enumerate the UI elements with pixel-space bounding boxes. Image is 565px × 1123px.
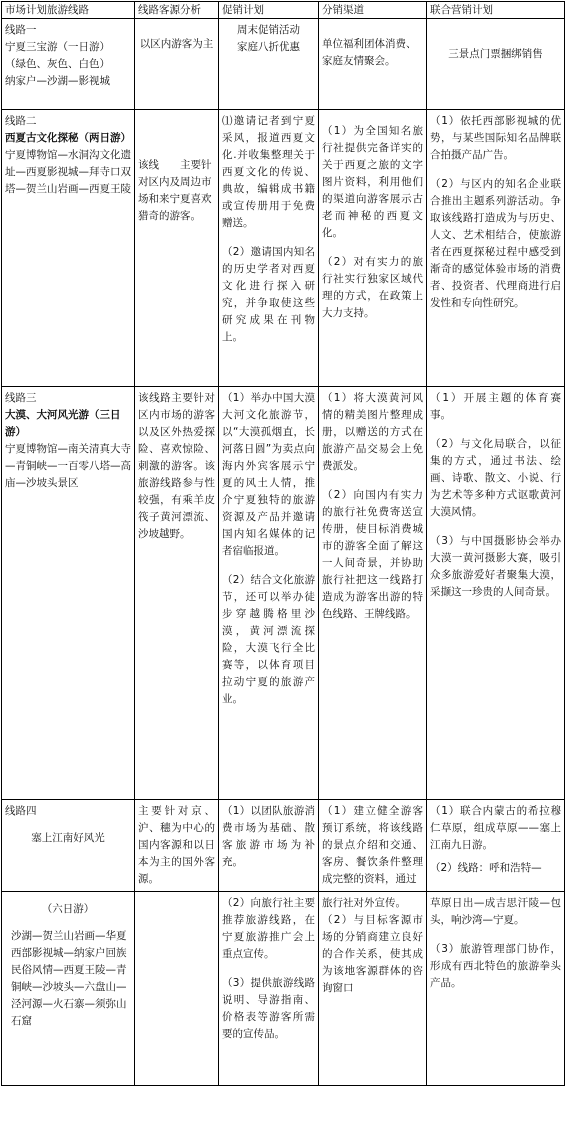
table-row: [2, 19, 565, 110]
table-row: [2, 800, 565, 892]
route-path: 宁夏博物馆—南关清真大寺—青铜峡—一百零八塔—高庙—沙坡头景区: [5, 443, 131, 489]
joint-cell: [427, 19, 565, 110]
promo-cell: [219, 110, 319, 387]
source-text: 该线 主要针对区内及周边市场和来宁夏喜欢猎奇的游客。: [138, 159, 212, 222]
channel-paragraph: （2）对有实力的旅行社实行独家区域代理的方式，在政策上大力支持。: [322, 256, 423, 319]
channel-cell: [319, 387, 427, 800]
route-title: 大漠、大河风光游（三日游）: [5, 409, 121, 438]
channel-cell: [319, 19, 427, 110]
promo-paragraph: （2）向旅行社主要推荐旅游线路，在宁夏旅游推广会上重点宣传。: [222, 897, 315, 960]
promo-paragraph: （3）提供旅游线路说明、导游指南、价格表等游客所需要的宣传品。: [222, 977, 315, 1040]
channel-paragraph: （2）向国内有实力的旅行社免费寄送宣传册，使目标消费城市的游客全面了解这一人间奇景，并协助旅行社把这一线路打造成为游客出游的特色线路、王牌线路。: [322, 489, 423, 620]
channel-paragraph: （1）将大漠黄河风情的精美图片整理成册，以赠送的方式在旅游产品交易会上免费派发。: [322, 392, 423, 472]
route-cell: [2, 387, 135, 800]
promo-line: 家庭八折优惠: [237, 41, 300, 53]
joint-cell: [427, 800, 565, 892]
route-name: 线路三: [5, 392, 37, 404]
promo-line: 周末促销活动: [237, 24, 300, 36]
joint-paragraph: （2）与文化局联合，以征集的方式，通过书法、绘画、诗歌、散文、小说、行为艺术等多种方式讴歌黄河大漠风情。: [430, 438, 561, 518]
joint-paragraph: （1）联合内蒙古的希拉穆仁草原，组成草原——塞上江南九日游。: [430, 805, 561, 851]
route-path: 纳家户—沙湖—影视城: [5, 75, 110, 87]
promo-paragraph: ⑴邀请记者到宁夏采风，报道西夏文化.并收集整理关于西夏文化的传说、典故，编辑成书籍或宣传册用于免费赠送。: [222, 115, 315, 229]
route-cell: [2, 800, 135, 892]
joint-cell: [427, 110, 565, 387]
route-path: 宁夏博物馆—水洞沟文化遗址—西夏影视城—拜寺口双塔—贺兰山岩画—西夏王陵: [5, 149, 131, 195]
channel-text: 单位福利团体消费、家庭友情聚会。: [322, 38, 417, 67]
promo-paragraph: （2）邀请国内知名的历史学者对西夏文化进行探入研究，并争取使这些研究成果在刊物上。: [222, 246, 315, 343]
route-cell: [2, 110, 135, 387]
promo-paragraph: （1）举办中国大漠大河文化旅游节，以“大漠孤烟直，长河落日圆”为卖点向海内外宾客展示宁夏的风土人情，推介宁夏独特的旅游资源及产品并邀请国内知名媒体的记者宿临报道。: [222, 392, 315, 557]
promo-cell: [219, 800, 319, 892]
route-name: 线路四: [5, 805, 37, 817]
table-row: [2, 387, 565, 800]
route-title: 塞上江南好风光: [31, 832, 105, 844]
route-cell: [2, 892, 135, 1086]
route-title: 宁夏三宝游（一日游）: [5, 41, 110, 53]
source-text: 该线路主要针对区内市场的游客以及区外热爱探险、喜欢惊险、刺激的游客。该旅游线路参与性较强，有乘羊皮筏子黄河漂流、沙坡越野。: [138, 392, 215, 540]
marketing-plan-table: [1, 1, 565, 1086]
table-row: [2, 110, 565, 387]
route-name: 线路二: [5, 115, 37, 127]
header-route: 市场计划旅游线路: [2, 2, 135, 19]
header-channel: 分销渠道: [319, 2, 427, 19]
route-name: 线路一: [5, 24, 37, 36]
channel-text: （1）建立健全游客预订系统，将该线路的景点介绍和交通、客房、餐饮条件整理成完整的资料，通过: [322, 805, 423, 885]
joint-paragraph: 草原日出—成吉思汗陵—包头，响沙湾—宁夏。: [430, 897, 561, 926]
joint-text: 三景点门票捆绑销售: [448, 48, 543, 60]
promo-cell: [219, 19, 319, 110]
promo-cell: [219, 892, 319, 1086]
source-text: 主要针对京、沪、穗为中心的国内客源和以日本为主的国外客源。: [138, 805, 215, 885]
joint-cell: [427, 892, 565, 1086]
promo-paragraph: （2）结合文化旅游节，还可以举办徒步穿越腾格里沙漠，黄河漂流探险，大漠飞行全比赛等，以体育项目拉动宁夏的旅游产业。: [222, 574, 315, 705]
source-cell: [135, 19, 219, 110]
joint-paragraph: （2）线路：呼和浩特—: [430, 862, 542, 874]
channel-cell: [319, 110, 427, 387]
joint-paragraph: （1）开展主题的体育赛事。: [430, 392, 561, 421]
route-title: （六日游）: [41, 903, 95, 915]
route-detail: （绿色、灰色、白色）: [5, 58, 110, 70]
route-cell: [2, 19, 135, 110]
header-source: 线路客源分析: [135, 2, 219, 19]
channel-cell: [319, 800, 427, 892]
route-path: 沙湖—贺兰山岩画—华夏西部影视城—纳家户回族民俗风情—西夏王陵—青铜峡—沙坡头—六盘山—泾河源—火石寨—须弥山石窟: [11, 930, 127, 1027]
promo-cell: [219, 387, 319, 800]
joint-paragraph: （3）旅游管理部门协作，形成有西北特色的旅游拳头产品。: [430, 943, 561, 989]
header-promo: 促销计划: [219, 2, 319, 19]
joint-paragraph: （3）与中国摄影协会举办大漠一黄河摄影大赛，吸引众多旅游爱好者聚集大漠，采撷这一珍贵的人间奇景。: [430, 535, 561, 598]
table-row: [2, 892, 565, 1086]
header-joint: 联合营销计划: [427, 2, 565, 19]
promo-text: （1）以团队旅游消费市场为基础、散客旅游市场为补充。: [222, 805, 315, 868]
source-text: 以区内游客为主: [139, 38, 214, 50]
joint-paragraph: （2）与区内的知名企业联合推出主题系列游活动。争取该线路打造成为与历史、人文、艺术相结合，使旅游者在西夏探秘过程中感受到渐奇的感觉体验市场的消费者、投资者、代理商进行启发性和专向性研究。: [430, 178, 561, 309]
joint-paragraph: （1）依托西部影视城的优势，与某些国际知名品牌联合拍摄产品广告。: [430, 115, 561, 161]
route-title: 西夏古文化探秘（两日游）: [5, 132, 131, 144]
channel-line: 旅行社对外宣传。: [322, 897, 406, 909]
channel-line: （2）与目标客源市场的分销商建立良好的合作关系，使其成为该地客源群体的咨询窗口: [322, 914, 423, 994]
source-cell: [135, 892, 219, 1086]
source-cell: [135, 110, 219, 387]
source-cell: [135, 387, 219, 800]
channel-cell: [319, 892, 427, 1086]
header-row: [2, 2, 565, 19]
joint-cell: [427, 387, 565, 800]
channel-paragraph: （1）为全国知名旅行社提供完备详实的关于西夏之旅的文字图片资料，利用他们的渠道向游客展示古老而神秘的西夏文化。: [322, 125, 423, 239]
source-cell: [135, 800, 219, 892]
